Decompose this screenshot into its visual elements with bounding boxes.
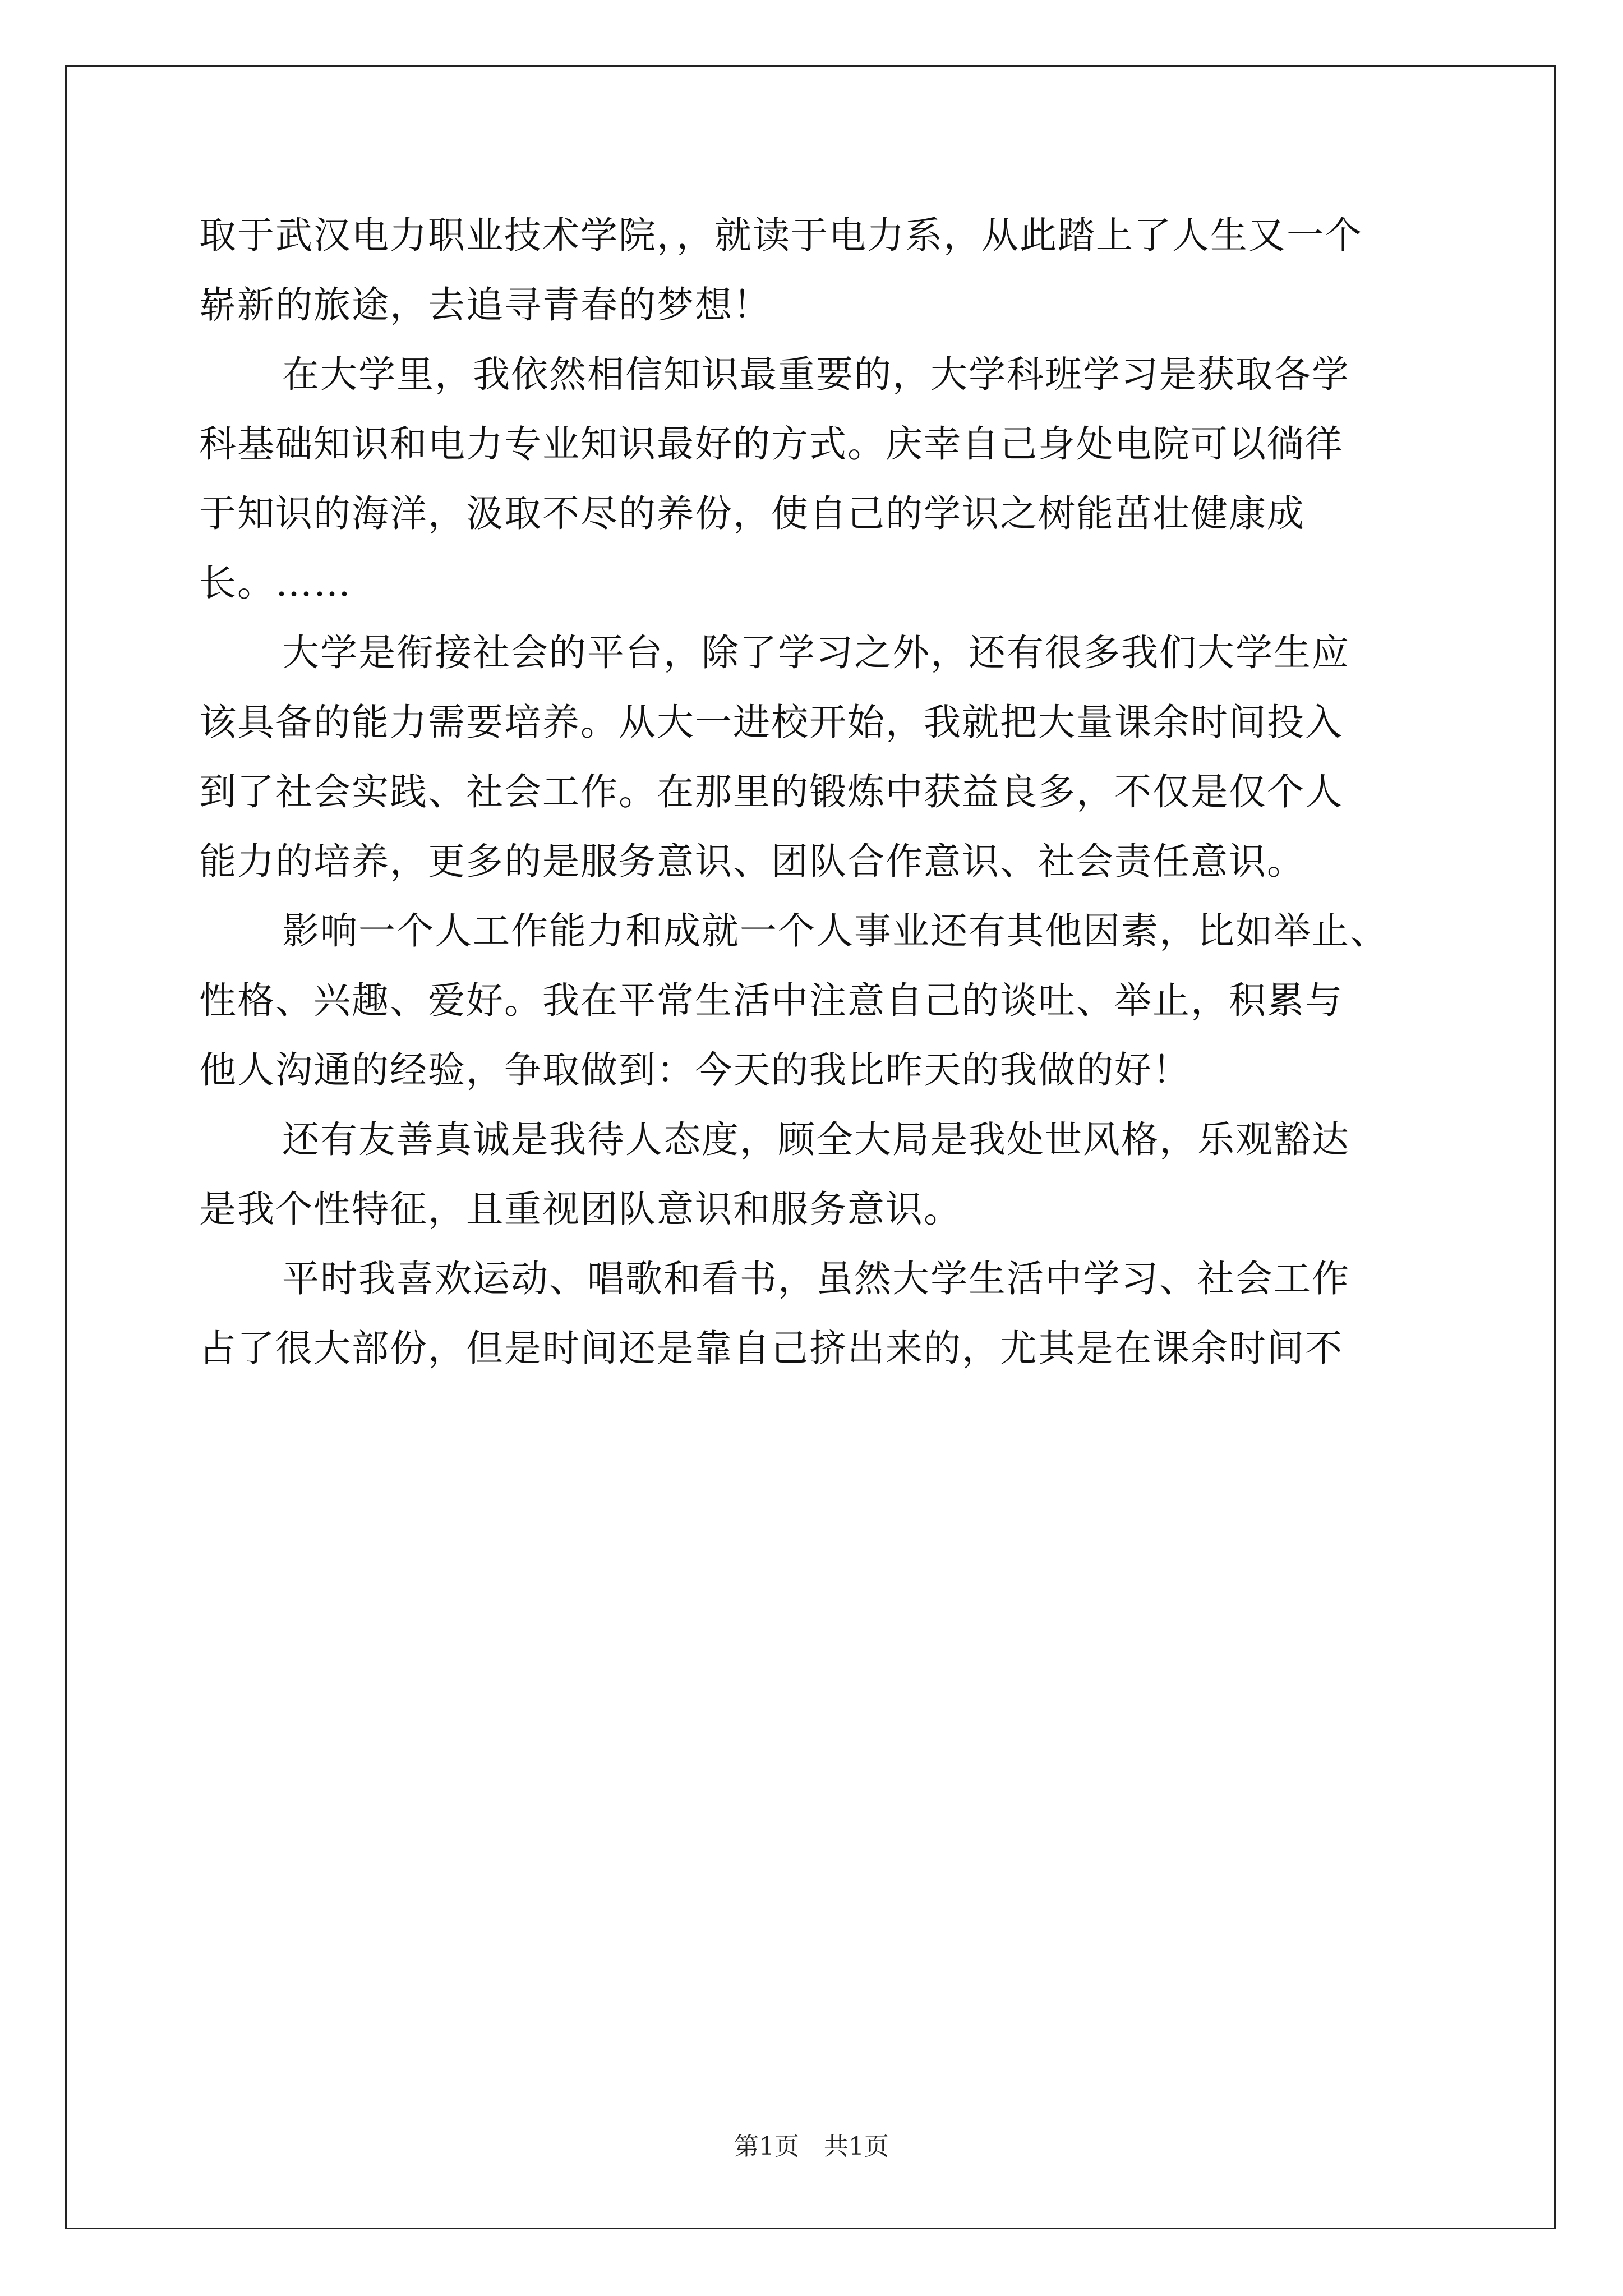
text-line: 取于武汉电力职业技术学院，，就读于电力系，从此踏上了人生又一个 — [199, 214, 1363, 257]
paragraph-start-line: 平时我喜欢运动、唱歌和看书，虽然大学生活中学习、社会工作 — [282, 1257, 1350, 1300]
text-line: 崭新的旅途，去追寻青春的梦想！ — [199, 283, 771, 326]
text-line: 长。…… — [199, 562, 352, 605]
text-line: 他人沟通的经验，争取做到：今天的我比昨天的我做的好！ — [199, 1048, 1191, 1092]
text-line: 于知识的海洋，汲取不尽的养份，使自己的学识之树能茁壮健康成 — [199, 492, 1305, 535]
text-line: 能力的培养，更多的是服务意识、团队合作意识、社会责任意识。 — [199, 840, 1305, 883]
text-line: 科基础知识和电力专业知识最好的方式。庆幸自己身处电院可以徜徉 — [199, 422, 1343, 466]
paragraph-start-line: 大学是衔接社会的平台，除了学习之外，还有很多我们大学生应 — [282, 631, 1350, 674]
text-line: 是我个性特征，且重视团队意识和服务意识。 — [199, 1188, 962, 1231]
paragraph-start-line: 还有友善真诚是我待人态度，顾全大局是我处世风格，乐观豁达 — [282, 1118, 1350, 1161]
text-line: 到了社会实践、社会工作。在那里的锻炼中获益良多，不仅是仅个人 — [199, 770, 1343, 813]
text-line: 该具备的能力需要培养。从大一进校开始，我就把大量课余时间投入 — [199, 701, 1343, 744]
text-line: 性格、兴趣、爱好。我在平常生活中注意自己的谈吐、举止，积累与 — [199, 979, 1343, 1022]
text-line: 占了很大部份，但是时间还是靠自己挤出来的，尤其是在课余时间不 — [199, 1327, 1343, 1370]
paragraph-start-line: 在大学里，我依然相信知识最重要的，大学科班学习是获取各学 — [282, 353, 1350, 396]
paragraph-start-line: 影响一个人工作能力和成就一个人事业还有其他因素，比如举止、 — [282, 909, 1388, 953]
page-number-footer: 第1页 共1页 — [734, 2132, 889, 2161]
